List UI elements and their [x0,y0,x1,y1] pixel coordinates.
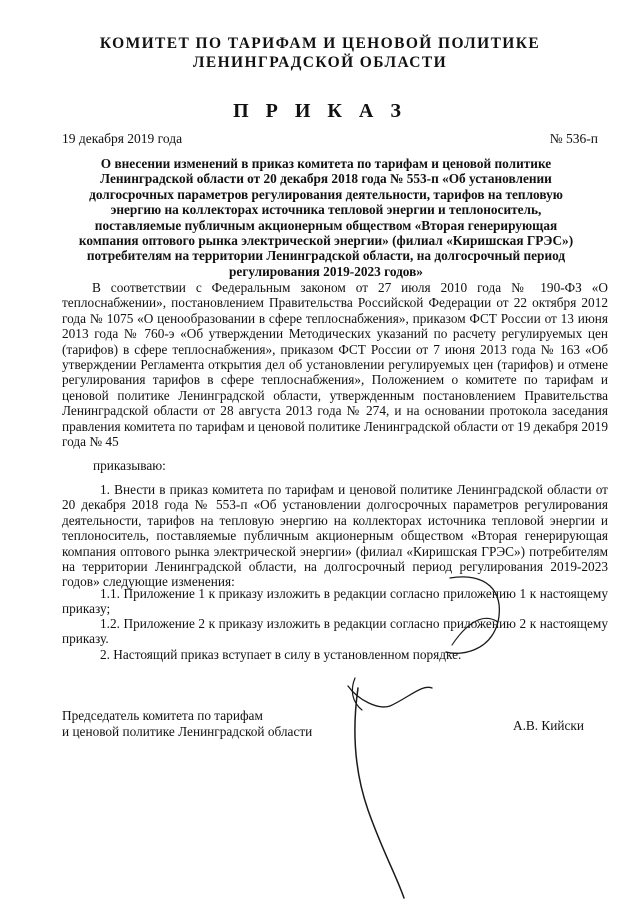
order-item-1-2: 1.2. Приложение 2 к приказу изложить в редакции согласно приложению 2 к настоящему приказу. [62,616,608,647]
committee-header [60,34,580,72]
order-item-1-1: 1.1. Приложение 1 к приказу изложить в редакции согласно приложению 1 к настоящему приказу; [62,586,608,617]
orders-word: приказываю: [93,458,166,473]
document-number: № 536-п [549,131,598,146]
order-item-2: 2. Настоящий приказ вступает в силу в установленном порядке. [100,647,462,662]
document-title: О внесении изменений в приказ комитета по тарифам и ценовой политике Ленинградской области от 20 декабря 2018 года № 553-п «Об установлении долгосрочных параметров регулирования деятельности, тарифов на тепловую энергию на коллекторах источника тепловой энергии и теплоноситель, поставляемые публичным акционерным обществом «Вторая генерирующая компания оптового рынка электрической энергии» (филиал «Киришская ГРЭС») потребителям на территории Ленинградской области, на долгосрочный период регулирования 2019-2023 годов» [78,156,574,279]
document-date: 19 декабря 2019 года [62,131,183,146]
committee-name-line1: КОМИТЕТ ПО ТАРИФАМ И ЦЕНОВОЙ ПОЛИТИКЕ [99,35,541,52]
document-type-heading: П Р И К А З [233,100,407,122]
signatory-position [62,708,312,740]
signatory-position-line2: и ценовой политике Ленинградской области [62,724,313,739]
signatory-name: А.В. Кийски [512,718,584,733]
committee-name-line2: ЛЕНИНГРАДСКОЙ ОБЛАСТИ [192,54,448,71]
signatory-position-line1: Председатель комитета по тарифам [62,708,263,723]
handwritten-signature [330,560,530,900]
order-item-1: 1. Внести в приказ комитета по тарифам и ценовой политике Ленинградской области от 20 декабря 2018 года № 553-п «Об установлении долгосрочных параметров регулирования деятельности, тарифов на тепловую энергию на коллекторах источника тепловой энергии и теплоноситель, поставляемые публичным акционерным обществом «Вторая генерирующая компания оптового рынка электрической энергии» (филиал «Киришская ГРЭС») потребителям на территории Ленинградской области, на долгосрочный период регулирования 2019-2023 годов» следующие изменения: [62,482,608,590]
preamble-paragraph: В соответствии с Федеральным законом от 27 июля 2010 года № 190-ФЗ «О теплоснабжении», постановлением Правительства Российской Федерации от 22 октября 2012 года № 1075 «О ценообразовании в сфере теплоснабжения», приказом ФСТ России от 13 июня 2013 года № 760-э «Об утверждении Методических указаний по расчету регулируемых цен (тарифов) в сфере теплоснабжения», приказом ФСТ России от 7 июня 2013 года № 163 «Об утверждении Регламента открытия дел об установлении регулируемых цен (тарифов) и отмене регулирования тарифов в сфере теплоснабжения», Положением о комитете по тарифам и ценовой политике Ленинградской области, утвержденным постановлением Правительства Ленинградской области от 28 августа 2013 года № 274, и на основании протокола заседания правления комитета по тарифам и ценовой политике Ленинградской области от 19 декабря 2019 года № 45 [62,280,608,450]
